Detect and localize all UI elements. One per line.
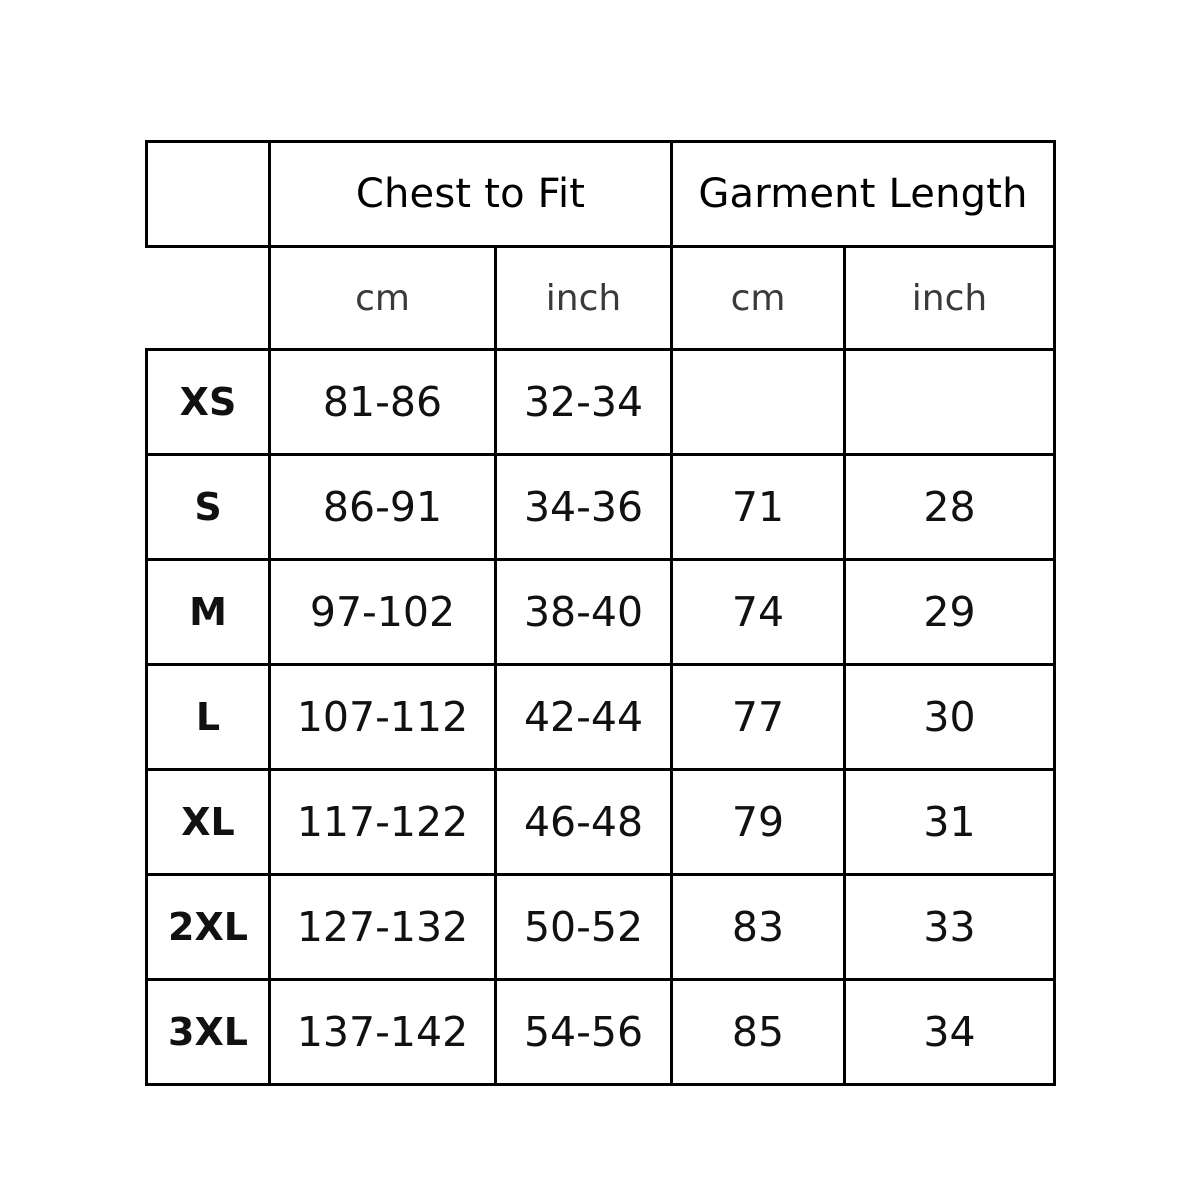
cell-chest-inch: 42-44 bbox=[496, 665, 672, 770]
group-header-chest: Chest to Fit bbox=[270, 142, 672, 247]
row-size-label: 2XL bbox=[147, 875, 270, 980]
cell-length-cm: 71 bbox=[672, 455, 845, 560]
cell-chest-cm: 97-102 bbox=[270, 560, 496, 665]
unit-chest-cm: cm bbox=[270, 247, 496, 350]
cell-length-cm: 77 bbox=[672, 665, 845, 770]
size-chart-container bbox=[145, 140, 1053, 1060]
row-size-label: 3XL bbox=[147, 980, 270, 1085]
row-size-label: M bbox=[147, 560, 270, 665]
cell-length-cm bbox=[672, 350, 845, 455]
cell-chest-cm: 117-122 bbox=[270, 770, 496, 875]
cell-chest-inch: 50-52 bbox=[496, 875, 672, 980]
corner-blank-cell bbox=[147, 142, 270, 247]
cell-length-cm: 79 bbox=[672, 770, 845, 875]
unit-chest-inch: inch bbox=[496, 247, 672, 350]
cell-chest-cm: 127-132 bbox=[270, 875, 496, 980]
cell-length-cm: 74 bbox=[672, 560, 845, 665]
table-row bbox=[147, 350, 1055, 455]
cell-length-inch: 29 bbox=[845, 560, 1055, 665]
group-header-garment-length: Garment Length bbox=[672, 142, 1055, 247]
table-row bbox=[147, 560, 1055, 665]
corner-blank-cell-2 bbox=[147, 247, 270, 350]
cell-length-inch: 30 bbox=[845, 665, 1055, 770]
table-row bbox=[147, 770, 1055, 875]
cell-length-inch: 28 bbox=[845, 455, 1055, 560]
row-size-label: XL bbox=[147, 770, 270, 875]
cell-chest-cm: 81-86 bbox=[270, 350, 496, 455]
cell-length-inch: 34 bbox=[845, 980, 1055, 1085]
cell-length-inch bbox=[845, 350, 1055, 455]
row-size-label: XS bbox=[147, 350, 270, 455]
cell-chest-cm: 86-91 bbox=[270, 455, 496, 560]
cell-chest-inch: 34-36 bbox=[496, 455, 672, 560]
table-row bbox=[147, 875, 1055, 980]
cell-chest-inch: 32-34 bbox=[496, 350, 672, 455]
cell-length-inch: 33 bbox=[845, 875, 1055, 980]
cell-chest-cm: 137-142 bbox=[270, 980, 496, 1085]
table-row bbox=[147, 455, 1055, 560]
table-row bbox=[147, 665, 1055, 770]
cell-length-inch: 31 bbox=[845, 770, 1055, 875]
cell-chest-inch: 38-40 bbox=[496, 560, 672, 665]
cell-chest-inch: 46-48 bbox=[496, 770, 672, 875]
table-unit-header-row bbox=[147, 247, 1055, 350]
cell-length-cm: 85 bbox=[672, 980, 845, 1085]
cell-chest-cm: 107-112 bbox=[270, 665, 496, 770]
row-size-label: S bbox=[147, 455, 270, 560]
unit-length-inch: inch bbox=[845, 247, 1055, 350]
row-size-label: L bbox=[147, 665, 270, 770]
cell-chest-inch: 54-56 bbox=[496, 980, 672, 1085]
unit-length-cm: cm bbox=[672, 247, 845, 350]
cell-length-cm: 83 bbox=[672, 875, 845, 980]
table-row bbox=[147, 980, 1055, 1085]
size-chart-table bbox=[145, 140, 1056, 1086]
table-group-header-row bbox=[147, 142, 1055, 247]
